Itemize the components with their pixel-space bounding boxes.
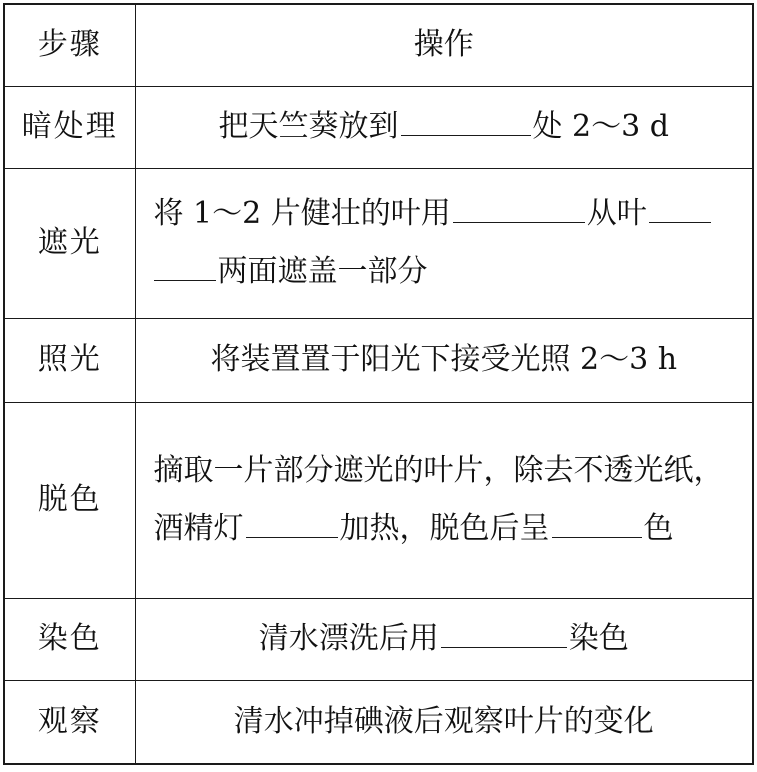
fill-blank[interactable] (453, 196, 585, 223)
operation-line (154, 185, 743, 243)
step-observation: 观察 (4, 680, 135, 764)
experiment-steps-table (3, 3, 754, 765)
table-row (4, 318, 753, 402)
step-staining: 染色 (4, 598, 135, 680)
operation-line (154, 243, 743, 301)
table-row (4, 86, 753, 168)
operation-illumination: 将装置置于阳光下接受光照 2～3 h (135, 318, 753, 402)
operation-text: 加热，脱色后呈 (339, 511, 550, 546)
operation-decolorize (135, 402, 753, 598)
fill-blank-end[interactable] (154, 254, 216, 281)
operation-observation: 清水冲掉碘液后观察叶片的变化 (135, 680, 753, 764)
fill-blank[interactable] (441, 621, 567, 648)
fill-blank[interactable] (246, 511, 338, 538)
header-operation: 操作 (135, 4, 753, 86)
operation-line: 摘取一片部分遮光的叶片，除去不透光纸， (153, 453, 724, 488)
operation-text: 把天竺葵放到 (218, 109, 399, 144)
step-illumination: 照光 (4, 318, 135, 402)
operation-staining (135, 598, 753, 680)
operation-text: 两面遮盖一部分 (217, 254, 428, 289)
table-row (4, 168, 753, 318)
operation-shading (135, 168, 753, 318)
fill-blank[interactable] (552, 511, 642, 538)
header-step: 步骤 (4, 4, 135, 86)
step-decolorize: 脱色 (4, 402, 135, 598)
operation-text: 酒精灯 (153, 511, 244, 546)
step-dark-treatment: 暗处理 (4, 86, 135, 168)
operation-text: 将 1～2 片健壮的叶用 (153, 196, 451, 231)
step-shading: 遮光 (4, 168, 135, 318)
fill-blank[interactable] (401, 109, 531, 136)
operation-dark-treatment (135, 86, 753, 168)
operation-text: 从叶 (586, 196, 647, 231)
table-row (4, 598, 753, 680)
fill-blank-start[interactable] (649, 196, 711, 223)
operation-text: 清水漂洗后用 (258, 621, 439, 656)
operation-text: 染色 (568, 621, 629, 656)
operation-text: 处 2～3 d (532, 109, 669, 144)
table-row (4, 680, 753, 764)
operation-text: 色 (643, 511, 674, 546)
table-row (4, 402, 753, 598)
table-header-row (4, 4, 753, 86)
operation-line (154, 500, 743, 558)
